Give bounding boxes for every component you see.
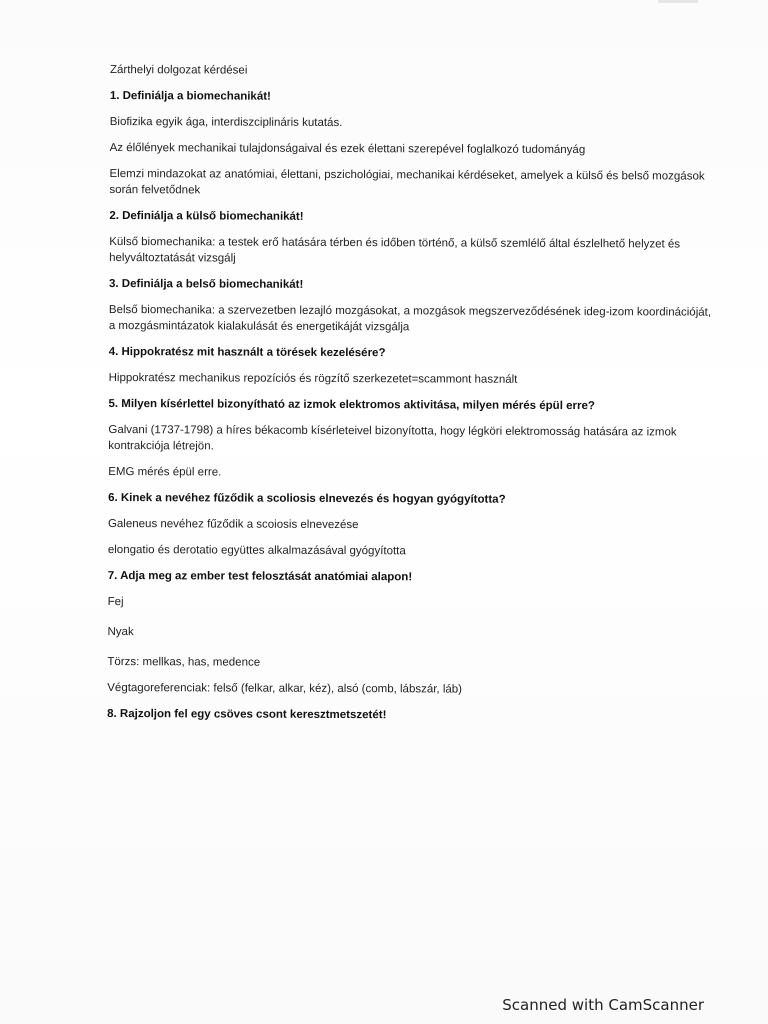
- answer-5-b: EMG mérés épül erre.: [108, 465, 222, 479]
- document-body: [107, 62, 720, 735]
- question-3: 3. Definiálja a belső biomechanikát!: [109, 277, 304, 291]
- question-8: 8. Rajzoljon fel egy csöves csont keresztmetszetét!: [107, 707, 387, 722]
- answer-5-a: Galvani (1737-1798) a híres békacomb kísérleteivel bizonyította, hogy légköri elektromosság hatására az izmok kontrakciója létrejön.: [108, 423, 677, 453]
- answer-1-a: Biofizika egyik ága, interdiszciplináris kutatás.: [109, 115, 343, 130]
- question-6: 6. Kinek a nevéhez fűződik a scoliosis elnevezés és hogyan gyógyította?: [108, 491, 506, 506]
- answer-7-limbs: Végtagoreferenciak: felső (felkar, alkar, kéz), alsó (comb, lábszár, láb): [107, 681, 463, 696]
- answer-3: Belső biomechanika: a szervezetben lezajló mozgásokat, a mozgások megszerveződésének ideg-izom koordinációját, a mozgásmintázatok kialakulását és energetikáját vizsgálja: [108, 303, 712, 334]
- answer-1-c: Elemzi mindazokat az anatómiai, élettani, pszichológiai, mechanikai kérdéseket, amelyek a külső és belső mozgások során felvetődnek: [109, 167, 705, 197]
- question-2: 2. Definiálja a külső biomechanikát!: [109, 209, 304, 223]
- answer-2: Külső biomechanika: a testek erő hatására térben és időben történő, a külső szemlélő által észlelhető helyzet és helyváltoztatását vizsgálj: [109, 235, 681, 265]
- question-7: 7. Adja meg az ember test felosztását anatómiai alapon!: [107, 569, 413, 584]
- answer-7-head: Fej: [107, 595, 124, 609]
- answer-4: Hippokratész mechanikus repozíciós és rögzítő szerkezetet=scammont használt: [108, 371, 518, 386]
- answer-6-a: Galeneus nevéhez fűződik a scoiosis elnevezése: [107, 517, 359, 532]
- question-1: 1. Definiálja a biomechanikát!: [109, 89, 271, 103]
- question-4: 4. Hippokratész mit használt a törések kezelésére?: [108, 345, 386, 360]
- answer-7-trunk: Törzs: mellkas, has, medence: [107, 655, 261, 669]
- answer-6-b: elongatio és derotatio együttes alkalmazásával gyógyította: [107, 543, 406, 558]
- camscanner-watermark: Scanned with CamScanner: [502, 996, 704, 1014]
- question-5: 5. Milyen kísérlettel bizonyítható az izmok elektromos aktivitása, milyen mérés épül erre?: [108, 397, 595, 413]
- document-title: Zárthelyi dolgozat kérdései: [109, 63, 248, 77]
- answer-1-b: Az élőlények mechanikai tulajdonságaival és ezek élettani szerepével foglalkozó tudományág: [109, 141, 586, 157]
- answer-7-neck: Nyak: [107, 625, 134, 639]
- scan-edge-mark: [658, 0, 698, 3]
